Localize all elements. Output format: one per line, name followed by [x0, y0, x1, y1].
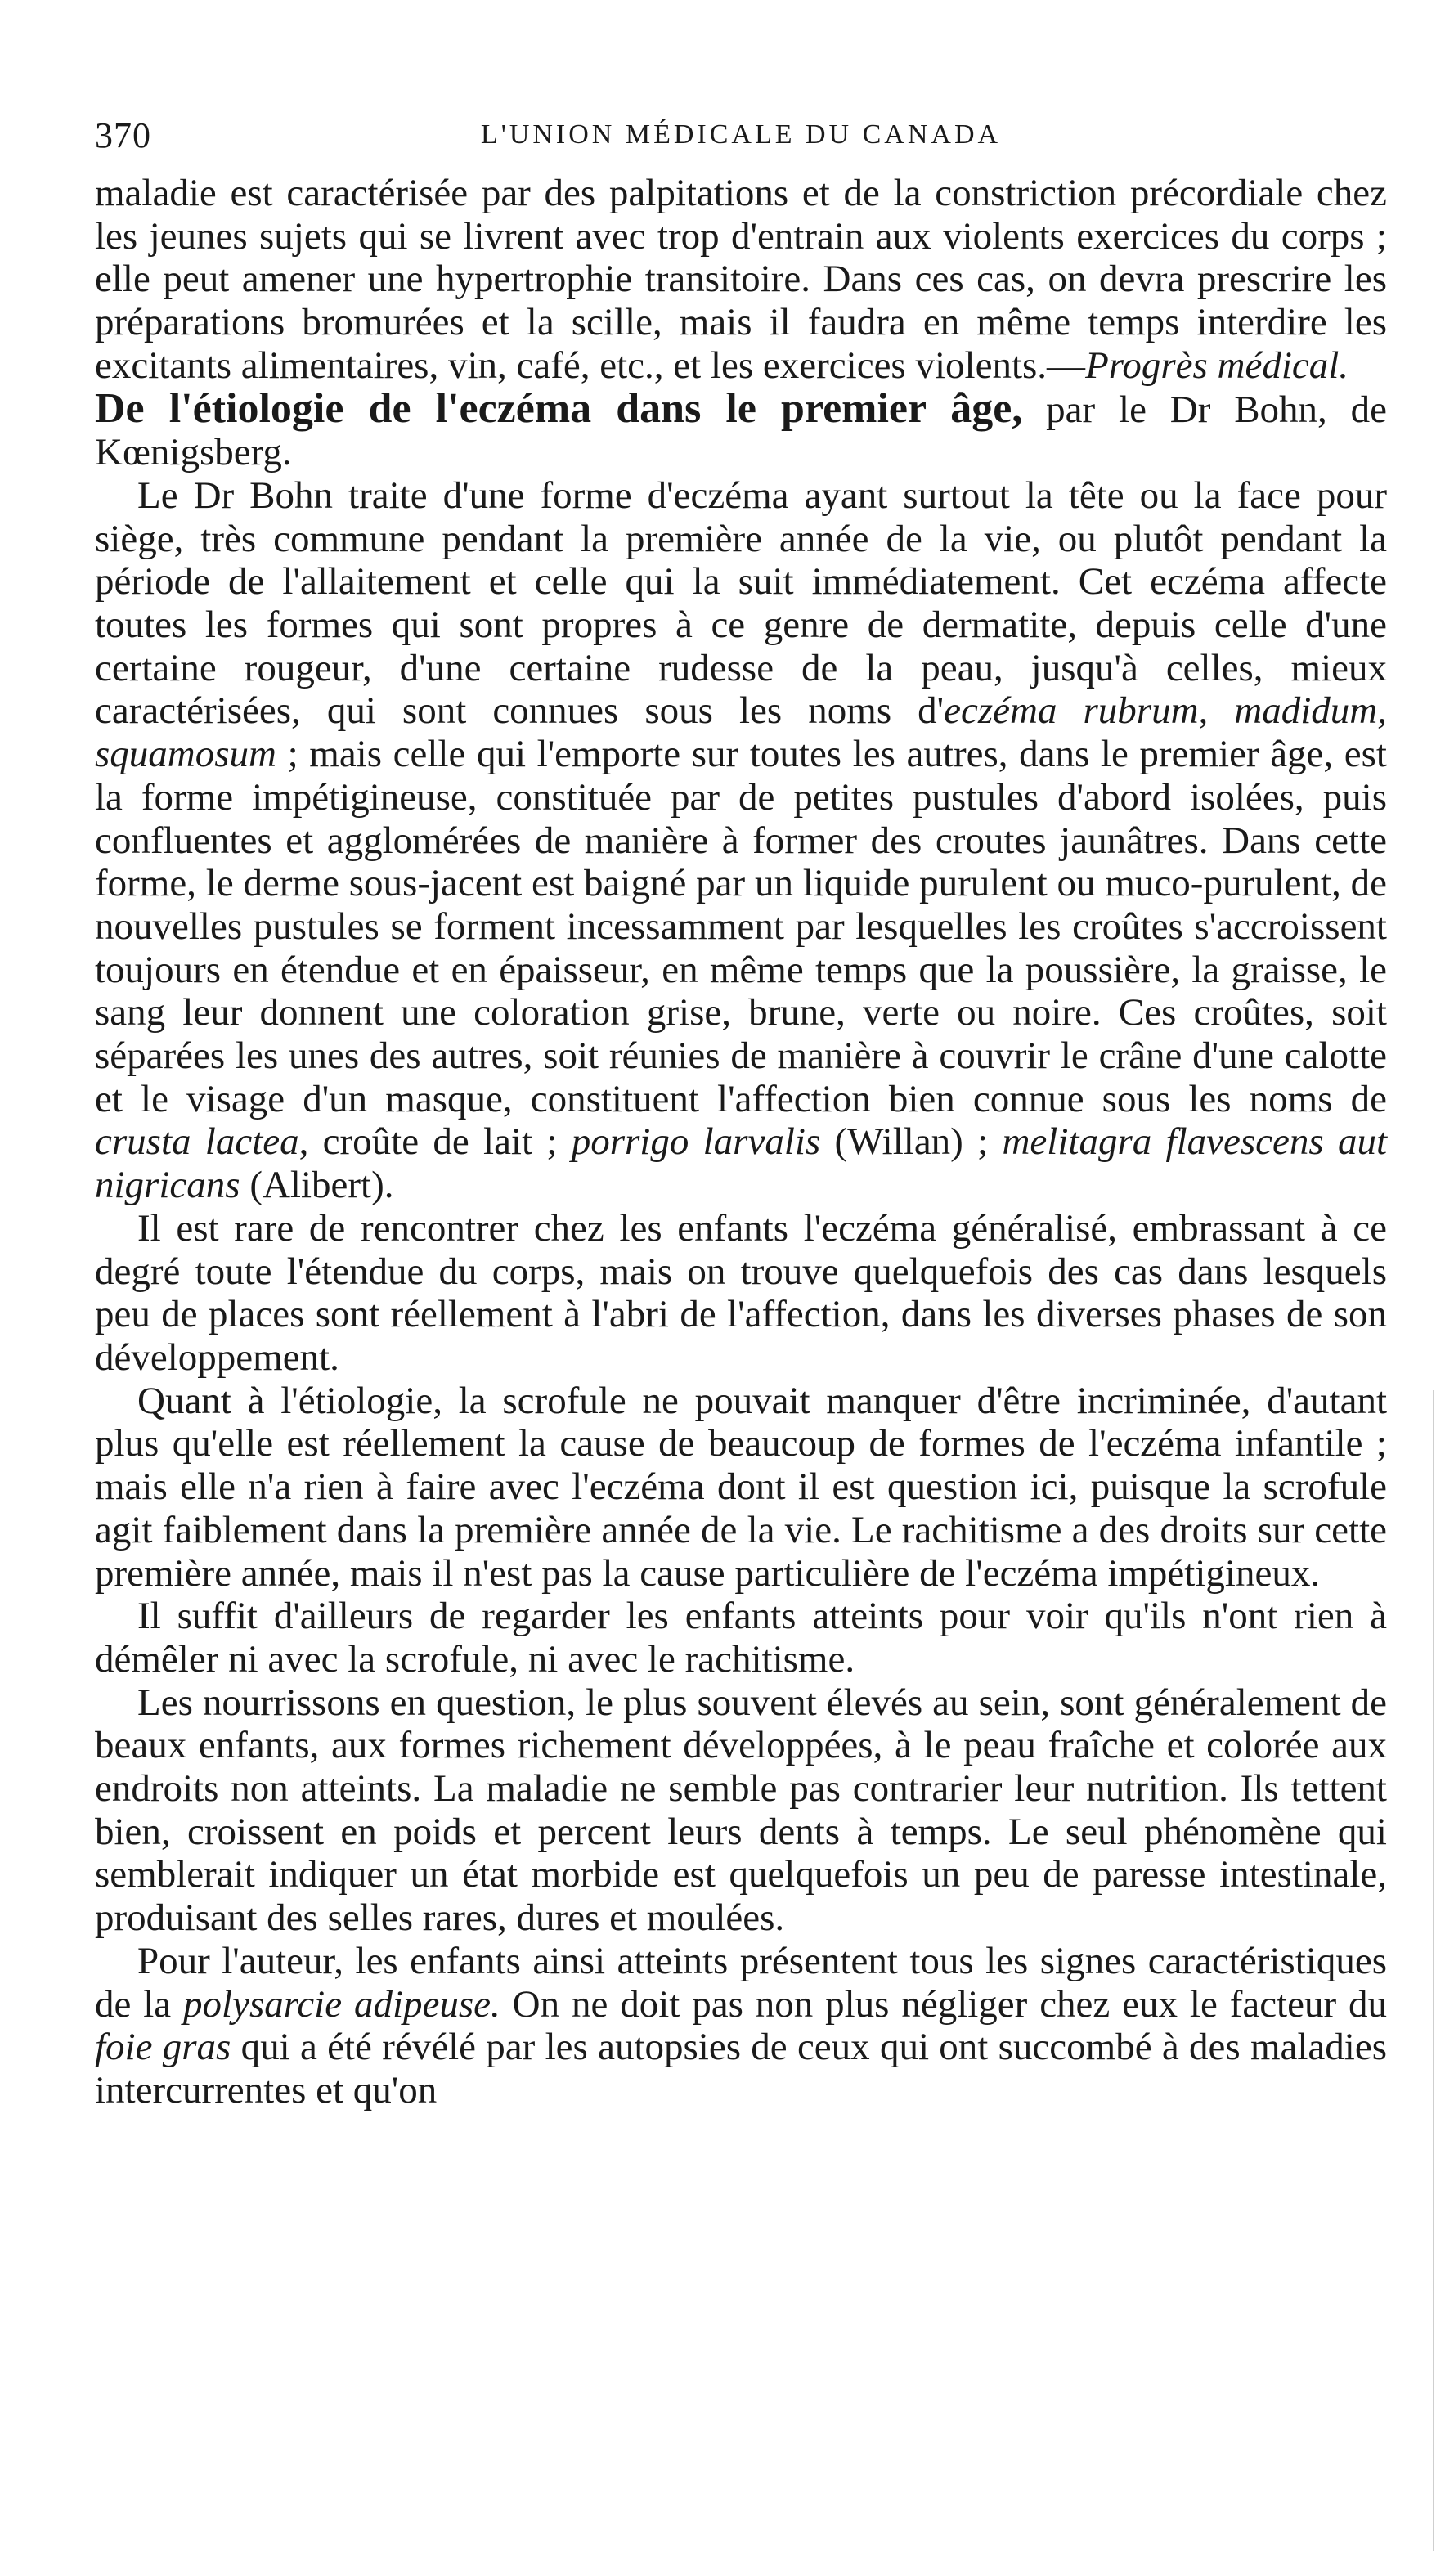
- body-text: [95, 172, 1387, 2112]
- intro-text: maladie est caractérisée par des palpitations et de la constriction précordiale chez les jeunes sujets qui se livrent avec trop d'entrain aux violents exercices du corps ; elle peut amener une hypertrophie transitoire. Dans ces cas, on devra prescrire les préparations bromurées et la scille, mais il faudra en même temps interdire les excitants alimentaires, vin, café, etc., et les exercices violents.—: [95, 172, 1387, 387]
- p6-italic-d: foie gras: [95, 2026, 231, 2069]
- paragraph-4: Il suffit d'ailleurs de regarder les enfants atteints pour voir qu'ils n'ont rien à démêler ni avec la scrofule, ni avec le rachitisme.: [95, 1595, 1387, 1681]
- p1-text-e: , croûte de lait ;: [298, 1120, 572, 1164]
- page-edge-line: [1433, 1390, 1434, 2551]
- p1-text-c: ; mais celle qui l'emporte sur toutes les autres, dans le premier âge, est la forme impétigineuse, constituée par de petites pustules d'abord isolées, puis confluentes et agglomérées de manière à former des croutes jaunâtres. Dans cette forme, le derme sous-jacent est baigné par un liquide purulent ou muco-purulent, de nouvelles pustules se forment incessamment par lesquelles les croûtes s'accroissent toujours en étendue et en épaisseur, en même temps que la poussière, la graisse, le sang leur donnent une coloration grise, brune, verte ou noire. Ces croûtes, soit séparées les unes des autres, soit réunies de manière à couvrir le crâne d'une calotte et le visage d'un masque, constituent l'affection bien connue sous les noms de: [95, 733, 1387, 1120]
- article-title: De l'étiologie de l'eczéma dans le premier âge,: [95, 384, 1023, 432]
- page: [95, 114, 1387, 2112]
- p6-italic-b: polysarcie adipeuse.: [183, 1982, 500, 2026]
- paragraph-5: Les nourrissons en question, le plus souvent élevés au sein, sont généralement de beaux enfants, aux formes richement développées, à le peau fraîche et colorée aux endroits non atteints. La maladie ne semble pas contrarier leur nutrition. Ils tettent bien, croissent en poids et percent leurs dents à temps. Le seul phénomène qui semblerait indiquer un état morbide est quelquefois un peu de paresse intestinale, produisant des selles rares, dures et moulées.: [95, 1681, 1387, 1940]
- p1-text-g: (Willan) ;: [820, 1120, 1003, 1164]
- paragraph-6: [95, 1940, 1387, 2112]
- page-number: 370: [95, 115, 151, 155]
- paragraph-2: Il est rare de rencontrer chez les enfants l'eczéma généralisé, embrassant à ce degré toute l'étendue du corps, mais on trouve quelquefois des cas dans lesquels peu de places sont réellement à l'abri de l'affection, dans les diverses phases de son développement.: [95, 1206, 1387, 1379]
- intro-source: Progrès médical.: [1085, 343, 1349, 387]
- p1-italic-d: crusta lactea: [95, 1120, 299, 1164]
- article-heading: [95, 384, 1388, 474]
- p1-italic-f: porrigo larvalis: [571, 1120, 821, 1164]
- p1-text-a: Le Dr Bohn traite d'une forme d'eczéma ayant surtout la tête ou la face pour siège, très commune pendant la première année de la vie, ou plutôt pendant la période de l'allaitement et celle qui la suit immédiatement. Cet eczéma affecte toutes les formes qui sont propres à ce genre de dermatite, depuis celle d'une certaine rougeur, d'une certaine rudesse de la peau, jusqu'à celles, mieux caractérisées, qui sont connues sous les noms d': [95, 473, 1387, 733]
- p6-text-e: qui a été révélé par les autopsies de ceux qui ont succombé à des maladies intercurrentes et qu'on: [95, 2026, 1388, 2112]
- p6-text-c: On ne doit pas non plus négliger chez eux le facteur du: [500, 1982, 1388, 2026]
- p1-italic-b: eczéma rubrum, madidum, squamosum: [95, 689, 1387, 776]
- p6-text-a: Pour l'auteur, les enfants ainsi atteints présentent tous les signes caractéristiques de la: [95, 1939, 1387, 2026]
- article-byline: par le Dr Bohn, de Kœnigsberg.: [95, 388, 1388, 474]
- running-head: [95, 114, 1387, 172]
- p1-text-i: (Alibert).: [240, 1164, 394, 1207]
- intro-paragraph: [95, 172, 1387, 388]
- paragraph-1: [95, 474, 1387, 1207]
- paragraph-3: Quant à l'étiologie, la scrofule ne pouvait manquer d'être incriminée, d'autant plus qu'elle est réellement la cause de beaucoup de formes de l'eczéma infantile ; mais elle n'a rien à faire avec l'eczéma dont il est question ici, puisque la scrofule agit faiblement dans la première année de la vie. Le rachitisme a des droits sur cette première année, mais il n'est pas la cause particulière de l'eczéma impétigineux.: [95, 1379, 1387, 1595]
- journal-title: L'UNION MÉDICALE DU CANADA: [480, 119, 1002, 150]
- p1-italic-h: melitagra flavescens aut nigricans: [95, 1120, 1388, 1207]
